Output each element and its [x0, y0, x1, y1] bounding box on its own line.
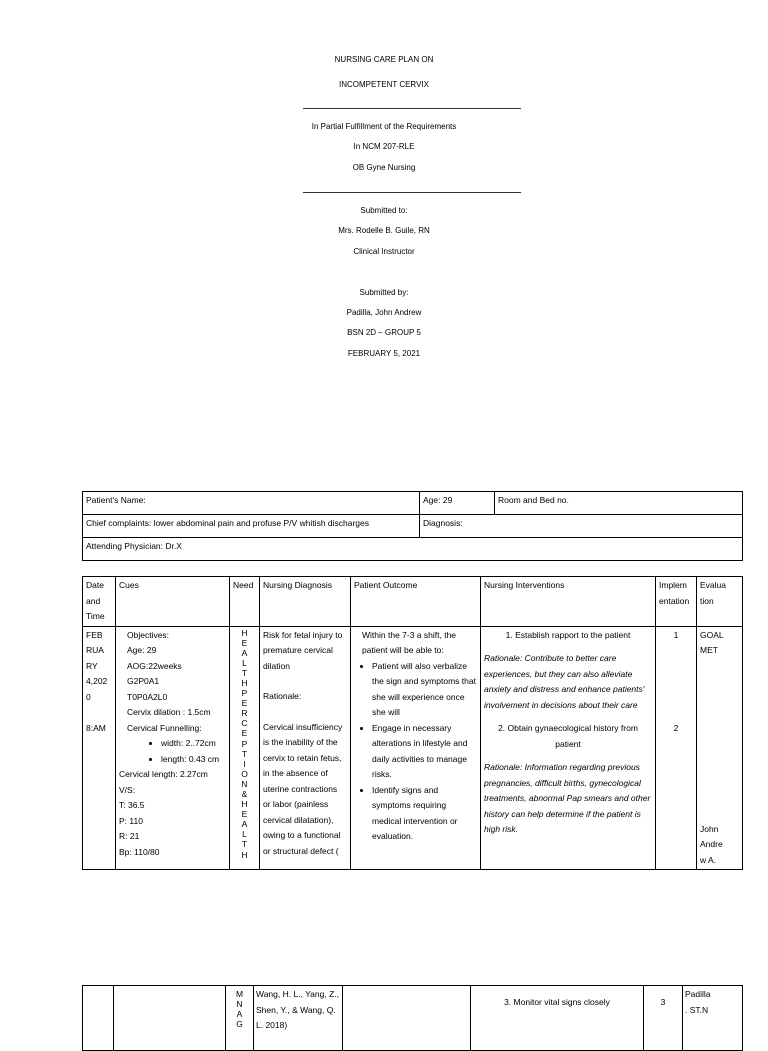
- requirement-line-1: In Partial Fulfillment of the Requirements: [311, 122, 457, 131]
- nursing-interventions-cell: 1. Establish rapport to the patient Rationale: Contribute to better care experiences, but they can also alleviate anxiety and distress and enhance patients' involvement in decisions about their care 2. Obtain gynaecological history from patient Rationale: Information regarding previous pregnancies, difficult births, gynecological treatments, abnormal Pap smears and other history can help determine if the patient is high risk.: [481, 626, 656, 870]
- date-time-cell-2: [83, 986, 114, 1051]
- care-plan-table-continued: [82, 985, 743, 1051]
- care-plan-row-continued: [83, 986, 743, 1051]
- header-cues: Cues: [116, 577, 230, 627]
- nursing-interventions-cell-2: 3. Monitor vital signs closely: [471, 986, 644, 1051]
- diagnosis-cell: Diagnosis:: [420, 515, 743, 538]
- need-cell-2: M N A G: [226, 986, 254, 1051]
- requirement-line-2: In NCM 207-RLE: [353, 142, 415, 151]
- cues-cell: Objectives: Age: 29 AOG:22weeks G2P0A1 T0P0A2L0 Cervix dilation : 1.5cm Cervical Funnelling: • width: 2..72cm • length: 0.43 cm Cervical length: 2.27cm V/S: T: 36.5 P: 110 R: 21 Bp: 110/80: [116, 626, 230, 870]
- instructor-name: Mrs. Rodelle B. Guile, RN: [338, 226, 430, 235]
- evaluation-cell-2: Padilla . ST.N: [683, 986, 743, 1051]
- header-date-time: Date and Time: [83, 577, 116, 627]
- care-plan-row: [83, 626, 743, 870]
- header-patient-outcome: Patient Outcome: [351, 577, 481, 627]
- submission-date: FEBRUARY 5, 2021: [347, 349, 421, 358]
- section-label: BSN 2D – GROUP 5: [347, 328, 421, 337]
- date-time-cell: FEB RUA RY 4,202 0 8:AM: [83, 626, 116, 870]
- header-nursing-interventions: Nursing Interventions: [481, 577, 656, 627]
- student-name: Padilla, John Andrew: [346, 308, 422, 317]
- divider-bottom: [303, 192, 521, 193]
- care-plan-title: NURSING CARE PLAN ON: [334, 55, 434, 64]
- header-evaluation: Evalua tion: [697, 577, 743, 627]
- patient-outcome-cell-2: [343, 986, 471, 1051]
- submitted-by-label: Submitted by:: [359, 288, 409, 297]
- care-plan-table: [82, 576, 743, 870]
- header-nursing-diagnosis: Nursing Diagnosis: [260, 577, 351, 627]
- patient-name-cell: Patient's Name:: [83, 492, 420, 515]
- chief-complaints-cell: Chief complaints: lower abdominal pain and profuse P/V whitish discharges: [83, 515, 420, 538]
- patient-outcome-cell: Within the 7-3 a shift, the patient will be able to: • Patient will also verbalize the sign and symptoms that she will experience once she will • Engage in necessary alterations in lifestyle and daily activities to manage risks. • Identify signs and symptoms requiring medical intervention or evaluation.: [351, 626, 481, 870]
- attending-physician-cell: Attending Physician: Dr.X: [83, 538, 743, 561]
- divider-top: [303, 108, 521, 109]
- need-cell: H E A L T H P E R C E P T I O N & H E A L T H: [230, 626, 260, 870]
- cues-cell-2: [114, 986, 226, 1051]
- care-plan-header-row: [83, 577, 743, 627]
- requirement-line-3: OB Gyne Nursing: [352, 163, 416, 172]
- implementation-cell: 1 2: [656, 626, 697, 870]
- care-plan-subtitle: INCOMPETENT CERVIX: [339, 80, 429, 89]
- nursing-diagnosis-cell-2: Wang, H. L., Yang, Z., Shen, Y., & Wang, Q. L. 2018): [254, 986, 343, 1051]
- header-need: Need: [230, 577, 260, 627]
- submitted-to-label: Submitted to:: [360, 206, 408, 215]
- header-implementation: Implem entation: [656, 577, 697, 627]
- instructor-title: Clinical Instructor: [353, 247, 415, 256]
- patient-age-cell: Age: 29: [420, 492, 495, 515]
- implementation-cell-2: 3: [644, 986, 683, 1051]
- evaluation-cell: GOAL MET John Andre w A.: [697, 626, 743, 870]
- patient-info-table: [82, 491, 743, 561]
- nursing-diagnosis-cell: Risk for fetal injury to premature cervical dilation Rationale: Cervical insufficiency is the inability of the cervix to retain fetus, in the absence of uterine contractions or labor (painless cervical dilatation), owing to a functional or structural defect (: [260, 626, 351, 870]
- room-bed-cell: Room and Bed no.: [495, 492, 743, 515]
